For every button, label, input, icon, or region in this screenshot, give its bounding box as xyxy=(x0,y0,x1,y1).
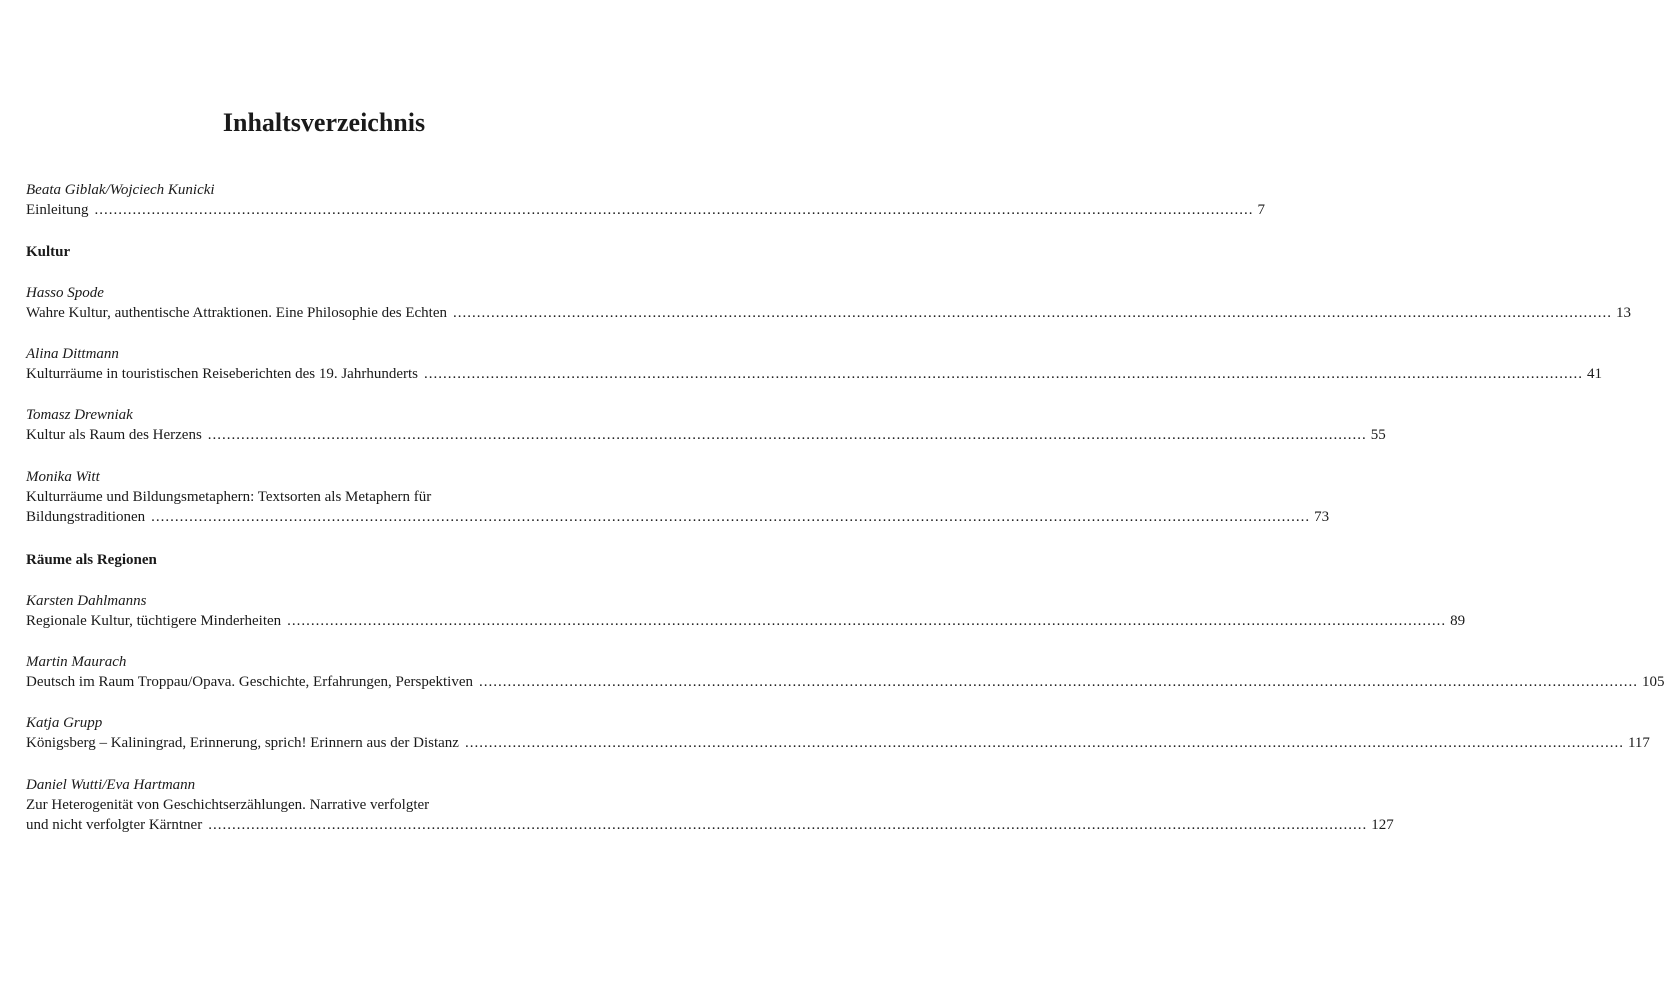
dot-leader xyxy=(208,425,1367,445)
entry-title-line xyxy=(26,611,1466,631)
entry-title-line xyxy=(26,733,1650,753)
entry-title-line xyxy=(26,507,1330,527)
entry-title: Wahre Kultur, authentische Attraktionen. Eine Philosophie des Echten xyxy=(26,305,448,321)
entry-title: Kulturräume in touristischen Reiseberichten des 19. Jahrhunderts xyxy=(26,366,418,382)
page-title: Inhaltsverzeichnis xyxy=(222,108,426,137)
page-number: 55 xyxy=(1370,427,1386,443)
entry-title: Königsberg – Kaliningrad, Erinnerung, sprich! Erinnern aus der Distanz xyxy=(26,735,459,751)
page-number: 41 xyxy=(1587,366,1602,382)
toc-entry xyxy=(26,652,1664,692)
dot-leader xyxy=(453,303,1612,323)
entry-title: Bildungstraditionen xyxy=(26,509,146,525)
entry-title-line: Kulturräume und Bildungsmetaphern: Textsorten als Metaphern für xyxy=(26,489,432,505)
entry-title: Regionale Kultur, tüchtigere Minderheiten xyxy=(26,613,282,629)
section-heading-kultur: Kultur xyxy=(26,244,71,260)
dot-leader xyxy=(95,200,1254,220)
entry-author: Karsten Dahlmanns xyxy=(26,593,147,609)
entry-author: Tomasz Drewniak xyxy=(26,407,133,423)
toc-entry xyxy=(26,775,1394,835)
section-heading-raeume: Räume als Regionen xyxy=(26,552,157,568)
entry-author: Martin Maurach xyxy=(26,654,127,670)
page-number: 73 xyxy=(1314,509,1330,525)
entry-title: Kultur als Raum des Herzens xyxy=(26,427,202,443)
entry-author: Monika Witt xyxy=(26,469,100,485)
page-number: 7 xyxy=(1257,202,1265,218)
toc-entry xyxy=(26,283,1632,323)
toc-entry-intro xyxy=(26,180,1265,220)
dot-leader xyxy=(287,611,1446,631)
page-number: 117 xyxy=(1627,735,1650,751)
page-number: 105 xyxy=(1641,674,1664,690)
page-number: 89 xyxy=(1450,613,1466,629)
dot-leader xyxy=(465,733,1624,753)
dot-leader xyxy=(479,672,1638,692)
dot-leader xyxy=(151,507,1310,527)
page-number: 127 xyxy=(1371,817,1394,833)
entry-author: Daniel Wutti/Eva Hartmann xyxy=(26,777,196,793)
entry-author: Beata Giblak/Wojciech Kunicki xyxy=(26,182,215,198)
toc-entry xyxy=(26,344,1602,384)
entry-title-line xyxy=(26,200,1265,220)
toc-entry xyxy=(26,591,1466,631)
page-number: 13 xyxy=(1616,305,1632,321)
entry-title-line xyxy=(26,303,1632,323)
toc-entry xyxy=(26,405,1386,445)
entry-title-line: Zur Heterogenität von Geschichtserzählungen. Narrative verfolgter xyxy=(26,797,430,813)
toc-entry xyxy=(26,713,1650,753)
entry-title: und nicht verfolgter Kärntner xyxy=(26,817,203,833)
entry-title-line xyxy=(26,815,1394,835)
entry-title-line xyxy=(26,672,1664,692)
entry-title-line xyxy=(26,364,1602,384)
dot-leader xyxy=(424,364,1583,384)
entry-author: Hasso Spode xyxy=(26,285,104,301)
entry-title-line xyxy=(26,425,1386,445)
entry-author: Alina Dittmann xyxy=(26,346,119,362)
entry-title: Einleitung xyxy=(26,202,89,218)
entry-title: Deutsch im Raum Troppau/Opava. Geschichte, Erfahrungen, Perspektiven xyxy=(26,674,473,690)
toc-entry xyxy=(26,467,1330,527)
entry-author: Katja Grupp xyxy=(26,715,103,731)
dot-leader xyxy=(208,815,1367,835)
